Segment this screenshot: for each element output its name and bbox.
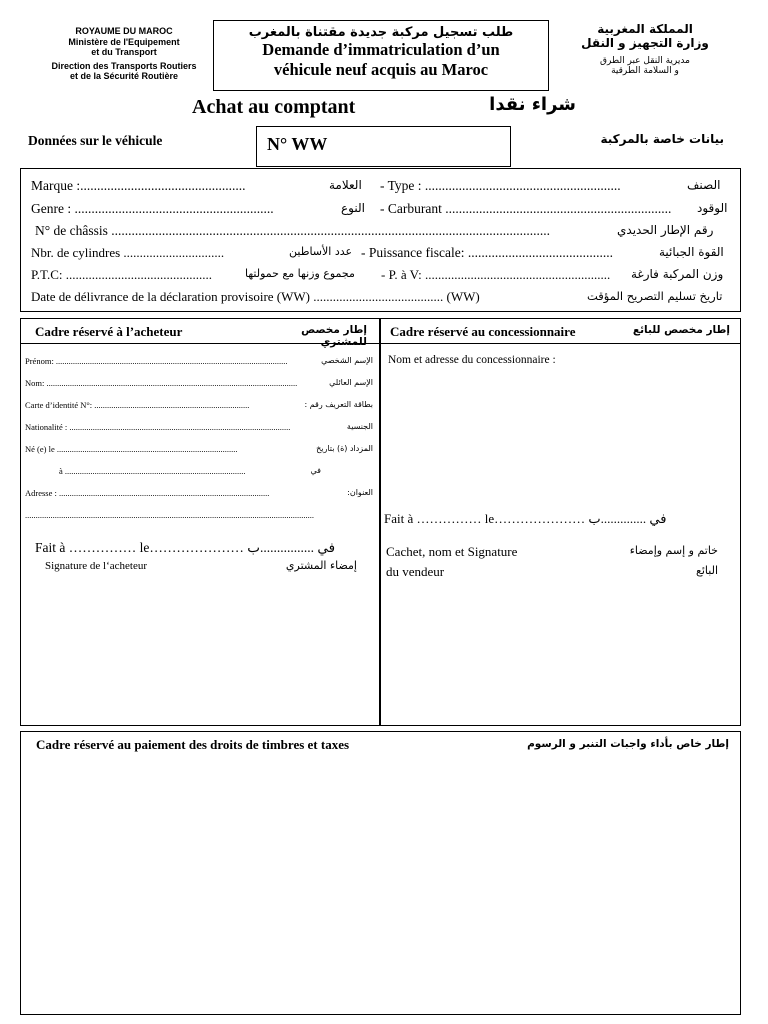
dealer-title-ar: إطار مخصص للبائع <box>632 324 730 336</box>
payment-title-fr: Cadre réservé au paiement des droits de timbres et taxes <box>36 737 350 752</box>
direction-name-ar: مديرية النقل عبر الطرق <box>600 56 690 66</box>
cylinders-label-ar: عدد الأساطين <box>289 245 353 258</box>
dealer-name-address-label[interactable]: Nom et adresse du concessionnaire : <box>388 354 556 366</box>
dealer-signature-label-fr-2: du vendeur <box>386 564 445 579</box>
chassis-label-ar: رقم الإطار الحديدي <box>617 223 714 237</box>
purchase-type-ar: شراء نقدا <box>489 94 576 115</box>
ministry-header-ar <box>570 22 720 76</box>
ptc-field[interactable]: P.T.C: ............................................. <box>31 267 213 282</box>
buyer-signature-label-ar: إمضاء المشتري <box>285 559 357 572</box>
buyer-address-label-ar: العنوان: <box>347 488 373 497</box>
buyer-section-box <box>20 318 381 726</box>
ptc-label-ar: مجموع وزنها مع حمولتها <box>245 267 355 280</box>
genre-label-ar: النوع <box>341 201 365 215</box>
brand-field[interactable]: Marque :................................................. <box>31 178 246 193</box>
buyer-address-line2-field[interactable]: ........................................................................................................................................ <box>25 510 314 520</box>
payment-section-box <box>20 731 741 1015</box>
payment-title-ar: إطار خاص بأداء واجبات التنبر و الرسوم <box>527 738 729 750</box>
buyer-address-field[interactable]: Adresse : ................................................................................................... <box>25 488 270 498</box>
buyer-title-ar: إطار مخصص للمشتري <box>301 324 367 348</box>
vehicle-section-title-fr: Données sur le véhicule <box>28 133 163 148</box>
fiscal-power-label-ar: القوة الجبائية <box>659 245 724 259</box>
dealer-section-box <box>379 318 741 726</box>
cylinders-field[interactable]: Nbr. de cylindres ............................... <box>31 245 225 260</box>
buyer-lastname-label-ar: الإسم العائلي <box>329 378 373 387</box>
type-label-ar: الصنف <box>687 178 721 192</box>
kingdom-name-fr: ROYAUME DU MAROC <box>75 26 173 36</box>
buyer-nationality-label-ar: الجنسية <box>346 422 373 431</box>
provisional-date-label-ar: تاريخ تسليم التصريح المؤقت <box>587 289 723 303</box>
ministry-name-fr-2: et du Transport <box>91 47 157 57</box>
registration-number-label: N° WW <box>267 134 328 154</box>
type-field[interactable]: - Type : .......................................................... <box>380 178 621 193</box>
ministry-name-ar: وزارة التجهيز و النقل <box>581 36 709 50</box>
buyer-id-card-field[interactable]: Carte d’identité N°: ......................................................................... <box>25 400 250 410</box>
ministry-header-fr <box>38 26 210 82</box>
brand-label-ar: العلامة <box>329 178 362 192</box>
buyer-place-date-field[interactable]: Fait à …………… le………………… في ................ب <box>35 540 336 555</box>
dealer-place-date-field[interactable]: Fait à …………… le………………… في ..............ب <box>384 511 667 526</box>
vehicle-data-box <box>20 168 741 312</box>
registration-number-box <box>256 126 511 167</box>
buyer-birthdate-label-ar: المزداد (ة) بتاريخ <box>316 444 373 453</box>
fiscal-power-field[interactable]: - Puissance fiscale: ........................................... <box>361 245 613 260</box>
buyer-title-fr: Cadre réservé à l’acheteur <box>35 324 183 339</box>
form-title-box <box>213 20 549 91</box>
buyer-title-divider <box>21 343 380 344</box>
form-title-ar: طلب تسجيل مركبة جديدة مقتناة بالمغرب <box>248 25 514 40</box>
genre-field[interactable]: Genre : ........................................................... <box>31 201 274 216</box>
buyer-birthplace-label-ar: في <box>310 466 321 475</box>
dealer-title-divider <box>380 343 740 344</box>
buyer-nationality-field[interactable]: Nationalité : ........................................................................................................ <box>25 422 291 432</box>
empty-weight-field[interactable]: - P. à V: ......................................................... <box>381 267 611 282</box>
buyer-signature-label-fr: Signature de l‘acheteur <box>45 560 148 572</box>
dealer-signature-label-ar-2: البائع <box>696 564 718 577</box>
form-title-fr-2: véhicule neuf acquis au Maroc <box>273 60 489 79</box>
provisional-date-field[interactable]: Date de délivrance de la déclaration provisoire (WW) ........................................ (WW) <box>31 289 480 304</box>
fuel-label-ar: الوقود <box>697 201 728 215</box>
empty-weight-label-ar: وزن المركبة فارغة <box>631 267 724 281</box>
buyer-lastname-field[interactable]: Nom: ...................................................................................................................... <box>25 378 298 388</box>
buyer-birthplace-field[interactable]: à ..................................................................................... <box>59 466 246 476</box>
chassis-field[interactable]: N° de châssis .................................................................................................................................. <box>35 223 551 238</box>
direction-name-fr-2: et de la Sécurité Routière <box>69 71 179 81</box>
vehicle-section-title-ar: بيانات خاصة بالمركبة <box>600 132 724 146</box>
dealer-signature-label-fr-1: Cachet, nom et Signature <box>386 544 518 559</box>
dealer-signature-label-ar-1: خاتم و إسم وإمضاء <box>629 544 718 557</box>
buyer-birthdate-field[interactable]: Né (e) le ..................................................................................... <box>25 444 238 454</box>
direction-name-fr: Direction des Transports Routiers <box>51 60 197 71</box>
direction-name-ar-2: و السلامة الطرقية <box>611 66 679 76</box>
kingdom-name-ar: المملكة المغربية <box>597 22 693 36</box>
buyer-id-card-label-ar: بطاقة التعريف رقم : <box>304 400 373 409</box>
ministry-name-fr: Ministère de l'Equipement <box>68 36 180 47</box>
dealer-title-fr: Cadre réservé au concessionnaire <box>390 324 576 339</box>
buyer-firstname-label-ar: الإسم الشخصي <box>321 356 373 365</box>
form-title-fr-1: Demande d’immatriculation d’un <box>262 40 500 59</box>
purchase-type-fr: Achat au comptant <box>192 96 356 118</box>
fuel-field[interactable]: - Carburant ................................................................... <box>380 201 672 216</box>
buyer-firstname-field[interactable]: Prénom: ............................................................................................................. <box>25 356 288 366</box>
